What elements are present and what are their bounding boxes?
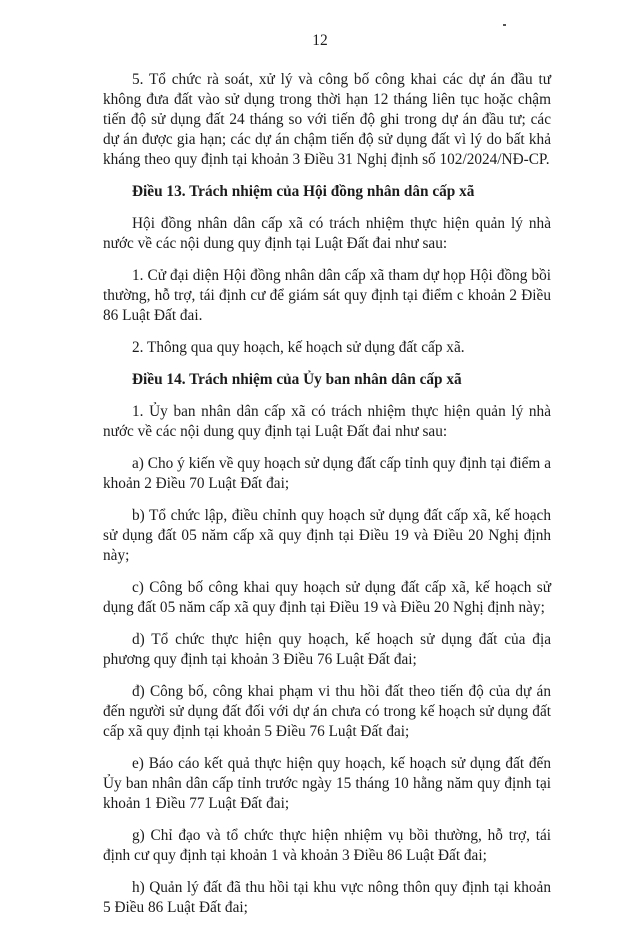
article-13-intro: Hội đồng nhân dân cấp xã có trách nhiệm thực hiện quản lý nhà nước về các nội dung quy định tại Luật Đất đai như sau: (103, 215, 551, 252)
article-14-item-h: h) Quản lý đất đã thu hồi tại khu vực nông thôn quy định tại khoản 5 Điều 86 Luật Đất đai; (103, 879, 551, 916)
article-14-heading: Điều 14. Trách nhiệm của Ủy ban nhân dân cấp xã (132, 371, 462, 388)
article-14-item-d: d) Tổ chức thực hiện quy hoạch, kế hoạch sử dụng đất của địa phương quy định tại khoản 3 Điều 76 Luật Đất đai; (103, 631, 551, 668)
article-14-item-g: g) Chỉ đạo và tổ chức thực hiện nhiệm vụ bồi thường, hỗ trợ, tái định cư quy định tại khoản 1 và khoản 3 Điều 86 Luật Đất đai; (103, 827, 551, 864)
article-13-heading: Điều 13. Trách nhiệm của Hội đồng nhân dân cấp xã (132, 183, 475, 200)
article-13-item-1: 1. Cử đại diện Hội đồng nhân dân cấp xã tham dự họp Hội đồng bồi thường, hỗ trợ, tái định cư để giám sát quy định tại điểm c khoản 2 Điều 86 Luật Đất đai. (103, 267, 551, 324)
paragraph-item-5: 5. Tổ chức rà soát, xử lý và công bố công khai các dự án đầu tư không đưa đất vào sử dụng trong thời hạn 12 tháng liên tục hoặc chậm tiến độ sử dụng đất 24 tháng so với tiến độ ghi trong dự án đầu tư; các dự án được gia hạn; các dự án chậm tiến độ sử dụng đất vì lý do bất khả kháng theo quy định tại khoản 3 Điều 31 Nghị định số 102/2024/NĐ-CP. (103, 71, 551, 168)
document-body (103, 70, 551, 930)
article-14-intro: 1. Ủy ban nhân dân cấp xã có trách nhiệm thực hiện quản lý nhà nước về các nội dung quy định tại Luật Đất đai như sau: (103, 403, 551, 440)
article-14-item-b: b) Tổ chức lập, điều chỉnh quy hoạch sử dụng đất cấp xã, kế hoạch sử dụng đất 05 năm cấp xã quy định tại Điều 19 và Điều 20 Nghị định này; (103, 507, 551, 564)
article-14-item-e: e) Báo cáo kết quả thực hiện quy hoạch, kế hoạch sử dụng đất đến Ủy ban nhân dân cấp tỉnh trước ngày 15 tháng 10 hằng năm quy định tại khoản 1 Điều 77 Luật Đất đai; (103, 755, 551, 812)
article-13-item-2: 2. Thông qua quy hoạch, kế hoạch sử dụng đất cấp xã. (132, 339, 465, 356)
page-number: 12 (312, 32, 328, 49)
article-14-item-c: c) Công bố công khai quy hoạch sử dụng đất cấp xã, kế hoạch sử dụng đất 05 năm cấp xã quy định tại Điều 19 và Điều 20 Nghị định này; (103, 579, 551, 616)
scan-mark (503, 24, 506, 26)
article-14-item-dd: đ) Công bố, công khai phạm vi thu hồi đất theo tiến độ của dự án đến người sử dụng đất đối với dự án chưa có trong kế hoạch sử dụng đất cấp xã quy định tại khoản 5 Điều 76 Luật Đất đai; (103, 683, 551, 740)
article-14-item-a: a) Cho ý kiến về quy hoạch sử dụng đất cấp tỉnh quy định tại điểm a khoản 2 Điều 70 Luật Đất đai; (103, 455, 551, 492)
